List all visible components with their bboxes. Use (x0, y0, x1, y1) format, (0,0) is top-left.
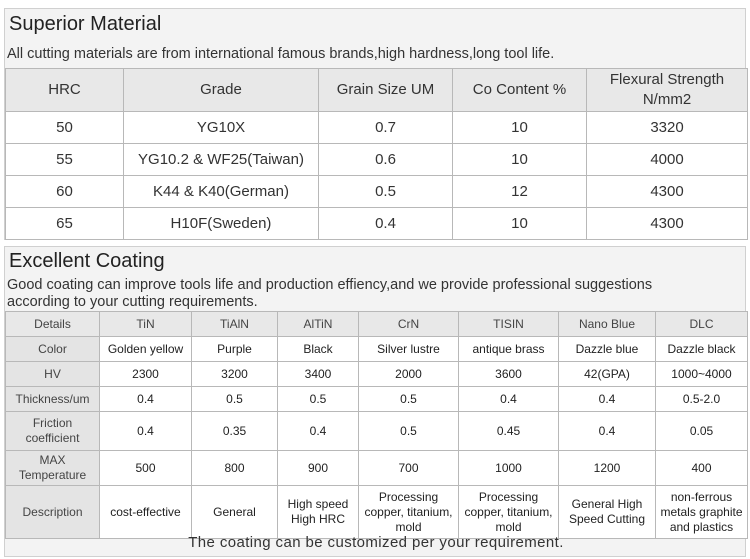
column-header: HRC (6, 69, 124, 112)
column-header: Co Content % (453, 69, 587, 112)
table-row (6, 451, 748, 486)
table-cell: 4000 (587, 144, 748, 176)
table-row (6, 362, 748, 387)
table-cell: 55 (6, 144, 124, 176)
table-cell: 0.05 (656, 412, 748, 451)
column-header: Grade (124, 69, 319, 112)
table-cell: 50 (6, 112, 124, 144)
table-row (6, 144, 748, 176)
table-cell: YG10.2 & WF25(Taiwan) (124, 144, 319, 176)
table-cell: 1200 (559, 451, 656, 486)
row-label: Thickness/um (6, 387, 100, 412)
table-cell: 0.4 (559, 412, 656, 451)
table-header-row (6, 69, 748, 112)
column-header: CrN (359, 312, 459, 337)
table-row (6, 486, 748, 539)
row-label: HV (6, 362, 100, 387)
table-row (6, 412, 748, 451)
table-cell: 3200 (192, 362, 278, 387)
section-intro: All cutting materials are from international famous brands,high hardness,long tool life. (7, 46, 555, 62)
row-label: MAX Temperature (6, 451, 100, 486)
table-cell: 0.6 (319, 144, 453, 176)
table-cell: 0.4 (559, 387, 656, 412)
row-label: Friction coefficient (6, 412, 100, 451)
table-cell: 0.5 (278, 387, 359, 412)
section-intro-line-2: according to your cutting requirements. (7, 294, 258, 310)
table-cell: 12 (453, 176, 587, 208)
table-row (6, 112, 748, 144)
footer-note: The coating can be customized per your requirement. (188, 534, 564, 551)
table-cell: Processing copper, titanium, mold (359, 486, 459, 539)
table-cell: 0.5 (192, 387, 278, 412)
table-cell: 2000 (359, 362, 459, 387)
table-cell: non-ferrous metals graphite and plastics (656, 486, 748, 539)
row-label: Color (6, 337, 100, 362)
coating-table (5, 311, 748, 539)
table-cell: 10 (453, 112, 587, 144)
table-cell: antique brass (459, 337, 559, 362)
table-cell: 60 (6, 176, 124, 208)
table-cell: 400 (656, 451, 748, 486)
table-cell: 4300 (587, 176, 748, 208)
table-cell: K44 & K40(German) (124, 176, 319, 208)
excellent-coating-panel (4, 246, 746, 557)
table-cell: 500 (100, 451, 192, 486)
table-cell: H10F(Sweden) (124, 208, 319, 240)
table-cell: cost-effective (100, 486, 192, 539)
table-row (6, 208, 748, 240)
table-cell: Processing copper, titanium, mold (459, 486, 559, 539)
table-cell: 0.5 (359, 412, 459, 451)
table-cell: Dazzle black (656, 337, 748, 362)
table-cell: 0.4 (100, 387, 192, 412)
column-header: TiAlN (192, 312, 278, 337)
table-cell: General High Speed Cutting (559, 486, 656, 539)
table-cell: High speed High HRC (278, 486, 359, 539)
table-cell: 700 (359, 451, 459, 486)
table-cell: 0.35 (192, 412, 278, 451)
table-cell: Golden yellow (100, 337, 192, 362)
table-cell: 42(GPA) (559, 362, 656, 387)
table-cell: 65 (6, 208, 124, 240)
table-cell: 0.4 (100, 412, 192, 451)
section-intro-line-1: Good coating can improve tools life and production effiency,and we provide professional suggestions (7, 277, 653, 293)
superior-material-panel (4, 8, 746, 240)
table-cell: 0.5 (319, 176, 453, 208)
material-table (5, 68, 748, 240)
table-cell: 1000~4000 (656, 362, 748, 387)
table-cell: 0.5 (359, 387, 459, 412)
table-row (6, 387, 748, 412)
column-header: Grain Size UM (319, 69, 453, 112)
table-row (6, 337, 748, 362)
table-cell: 3320 (587, 112, 748, 144)
table-cell: 1000 (459, 451, 559, 486)
table-header-row (6, 312, 748, 337)
table-cell: 800 (192, 451, 278, 486)
column-header: TISIN (459, 312, 559, 337)
column-header: AlTiN (278, 312, 359, 337)
table-cell: 900 (278, 451, 359, 486)
table-cell: Purple (192, 337, 278, 362)
table-cell: 3400 (278, 362, 359, 387)
column-header: TiN (100, 312, 192, 337)
table-cell: 3600 (459, 362, 559, 387)
table-cell: 0.4 (278, 412, 359, 451)
table-cell: YG10X (124, 112, 319, 144)
column-header: Nano Blue (559, 312, 656, 337)
section-title: Excellent Coating (9, 250, 165, 272)
table-cell: Silver lustre (359, 337, 459, 362)
table-cell: 0.4 (319, 208, 453, 240)
table-cell: 4300 (587, 208, 748, 240)
table-cell: 10 (453, 208, 587, 240)
table-cell: Black (278, 337, 359, 362)
table-cell: 0.5-2.0 (656, 387, 748, 412)
table-cell: Dazzle blue (559, 337, 656, 362)
table-cell: 10 (453, 144, 587, 176)
section-title: Superior Material (9, 13, 162, 35)
table-cell: 2300 (100, 362, 192, 387)
column-header: Details (6, 312, 100, 337)
row-label: Description (6, 486, 100, 539)
table-cell: 0.4 (459, 387, 559, 412)
table-cell: General (192, 486, 278, 539)
table-cell: 0.7 (319, 112, 453, 144)
table-cell: 0.45 (459, 412, 559, 451)
table-row (6, 176, 748, 208)
column-header: DLC (656, 312, 748, 337)
column-header: Flexural Strength N/mm2 (587, 69, 748, 112)
